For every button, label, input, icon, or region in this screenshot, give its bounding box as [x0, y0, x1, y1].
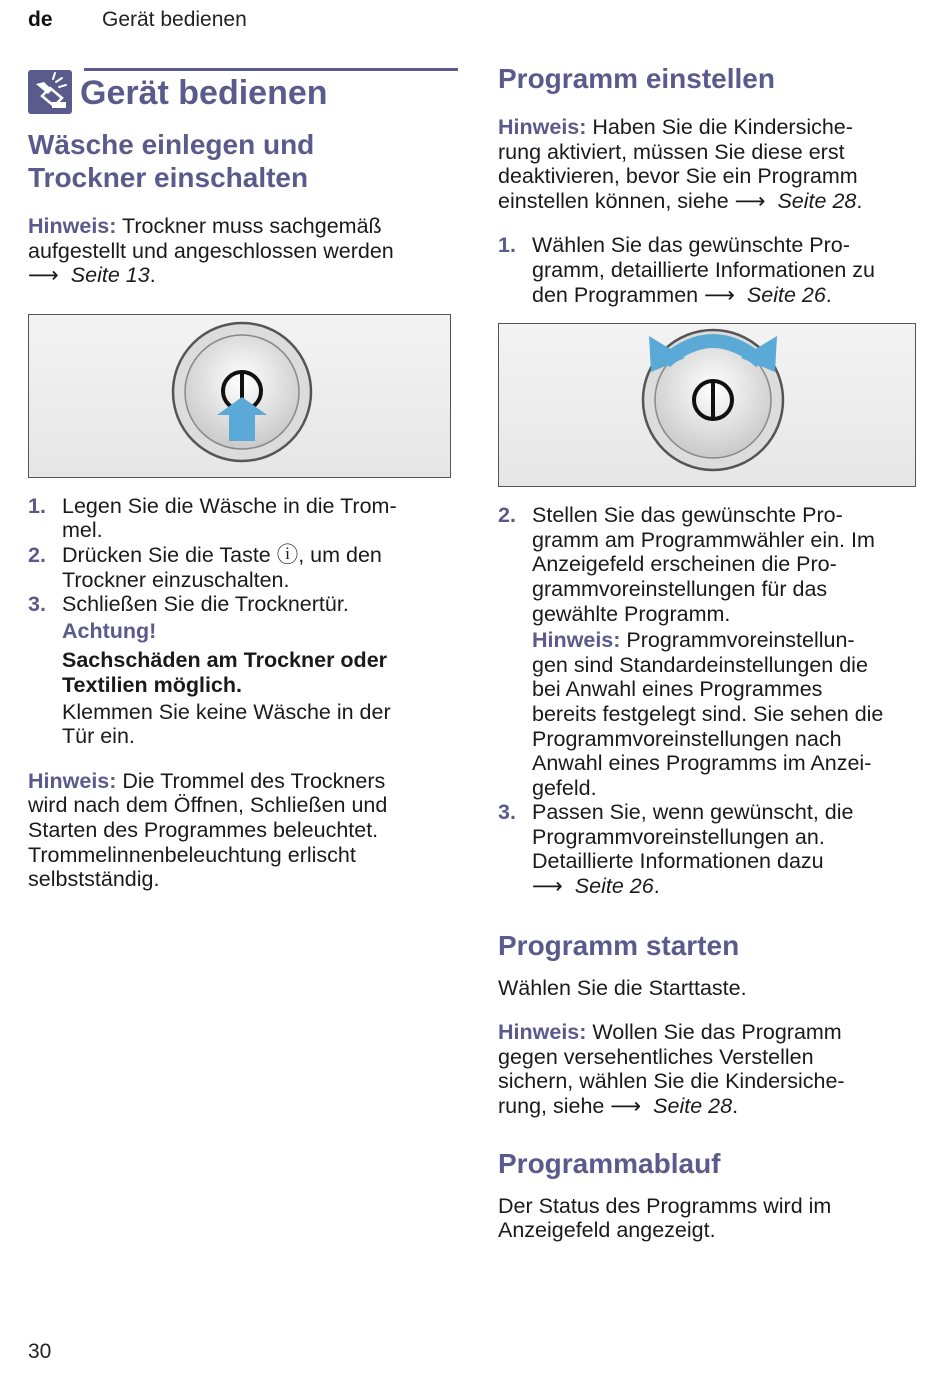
arrow-icon: ⟶	[28, 263, 59, 288]
list-item: 2. Drücken Sie die Taste ⓘ, um den Trockner einzuschalten.	[28, 542, 382, 592]
left-column	[28, 60, 458, 892]
section-title: Wäsche einlegen und Trockner einschalten	[28, 129, 315, 193]
right-column	[498, 60, 923, 1243]
chapter-heading	[28, 60, 458, 112]
note-drum-light: Hinweis: Die Trommel des Trockners wird nach dem Öffnen, Schließen und Starten des Programmes beleuchtet. Trommelinnenbeleuchtung erlischt selbstständig.	[28, 768, 388, 892]
page-reference-link[interactable]: Seite 26	[574, 874, 654, 899]
note-label: Hinweis:	[28, 768, 117, 793]
arrow-icon: ⟶	[610, 1094, 642, 1119]
heading-rule	[84, 68, 458, 71]
page-reference-link[interactable]: Seite 13	[70, 263, 150, 288]
caution-text: Klemmen Sie keine Wäsche in der Tür ein.	[62, 699, 391, 749]
note-installation: Hinweis: Trockner muss sachgemäß aufgestellt und angeschlossen werden ⟶ Seite 13.	[28, 214, 394, 288]
arrow-icon: ⟶	[734, 188, 766, 213]
hand-operating-icon	[28, 70, 72, 114]
page-reference-link[interactable]: Seite 26	[746, 282, 826, 307]
list-item: 1. Wählen Sie das gewünschte Pro- gramm, detaillierte Informationen zu den Programmen ⟶ Seite 26.	[498, 233, 875, 307]
caution-title: Achtung!	[62, 618, 157, 643]
note-lock-program: Hinweis: Wollen Sie das Programm gegen versehentliches Verstellen sichern, wählen Sie die Kindersiche- rung, siehe ⟶ Seite 28.	[498, 1020, 845, 1119]
power-button-figure	[28, 314, 451, 478]
arrow-icon: ⟶	[704, 282, 735, 307]
page-reference-link[interactable]: Seite 28	[777, 188, 857, 213]
note-label: Hinweis:	[532, 628, 621, 653]
language-code: de	[28, 8, 53, 31]
status-text: Der Status des Programms wird im Anzeigefeld angezeigt.	[498, 1193, 832, 1243]
list-item: 1. Legen Sie die Wäsche in die Trom- mel.	[28, 493, 397, 543]
list-item: 3. Schließen Sie die Trocknertür. Achtung! Sachschäden am Trockner oder Textilien möglich. Klemmen Sie keine Wäsche in der Tür ein.	[28, 592, 458, 749]
power-button-illustration	[29, 315, 450, 477]
page-number: 30	[28, 1340, 52, 1363]
note-label: Hinweis:	[498, 1020, 587, 1045]
list-item: 3. Passen Sie, wenn gewünscht, die Programmvoreinstellungen an. Detaillierte Informationen dazu ⟶ Seite 26.	[498, 800, 854, 899]
list-item: 2. Stellen Sie das gewünschte Pro- gramm am Programmwähler ein. Im Anzeigefeld erscheinen die Pro- grammvoreinstellungen für das gewählte Programm. Hinweis: Programmvoreinstellun- gen sind Standardeinstellungen die bei Anwahl eines Programmes bereits festgelegt sind. Sie sehen die Programmvoreinstellungen nach Anwahl eines Programms im Anzei- gefeld.	[498, 503, 884, 800]
start-instruction: Wählen Sie die Starttaste.	[498, 975, 747, 1000]
note-label: Hinweis:	[28, 214, 117, 238]
arrow-icon: ⟶	[532, 874, 563, 899]
program-selector-figure	[498, 323, 916, 487]
program-selector-illustration	[499, 324, 915, 486]
note-label: Hinweis:	[498, 115, 587, 139]
chapter-title: Gerät bedienen	[80, 74, 328, 112]
caution-heading: Sachschäden am Trockner oder Textilien möglich.	[62, 648, 388, 697]
section-title: Programm starten	[498, 929, 740, 961]
note-child-lock: Hinweis: Haben Sie die Kindersiche- rung aktiviert, müssen Sie diese erst deaktivieren, bevor Sie ein Programm einstellen können, siehe ⟶ Seite 28.	[498, 115, 863, 213]
running-header-title: Gerät bedienen	[102, 8, 247, 31]
section-title: Programmablauf	[498, 1147, 721, 1179]
left-steps-list	[28, 494, 458, 749]
page-reference-link[interactable]: Seite 28	[653, 1094, 733, 1119]
section-title: Programm einstellen	[498, 63, 775, 94]
